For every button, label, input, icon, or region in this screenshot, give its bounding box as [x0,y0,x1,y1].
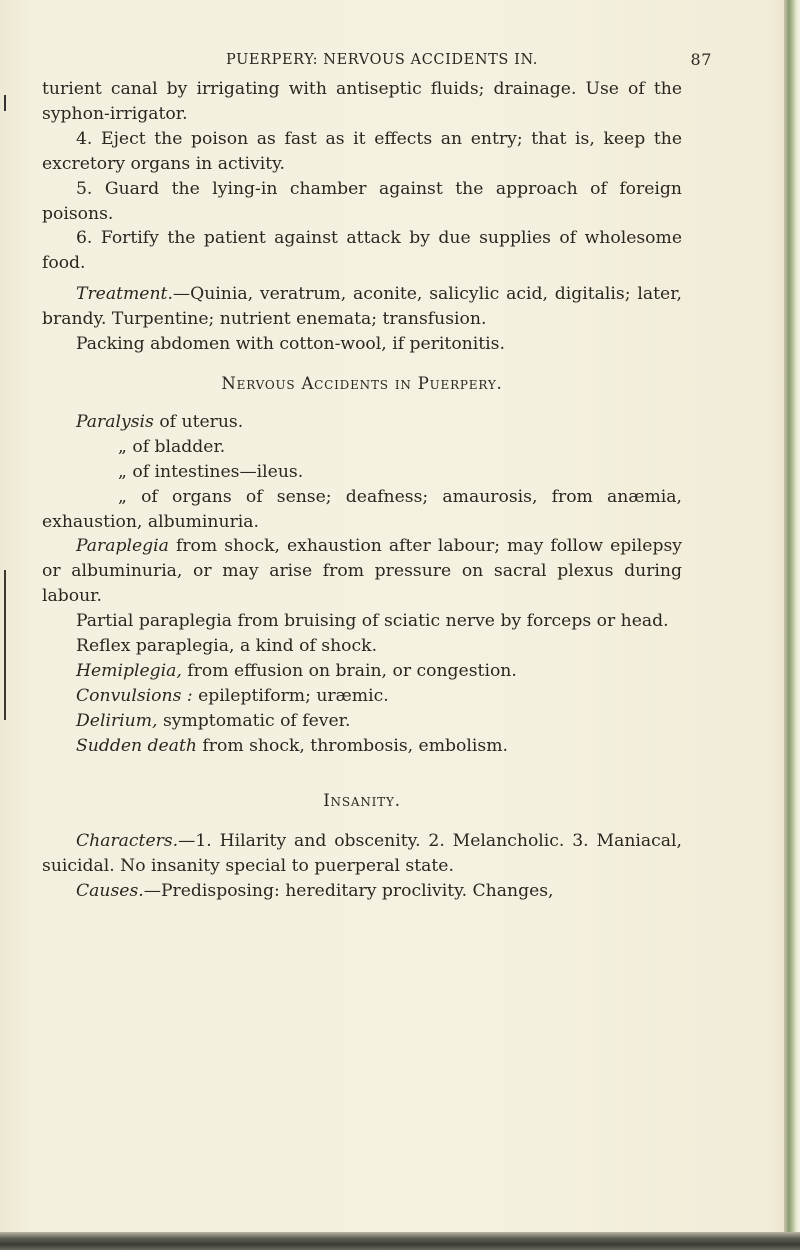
paraplegia-entry: Paraplegia from shock, exhaustion after labour; may follow epilepsy or albuminuria, or may arise from pressure on sacral plexus during labour. [42,536,682,607]
characters-entry: Characters.—1. Hilarity and obscenity. 2. Melancholic. 3. Maniacal, suicidal. No insanity special to puerperal state. [42,831,682,877]
ditto-entry: „ of bladder. [118,436,226,457]
book-spine-edge [784,0,800,1250]
margin-mark [4,570,6,720]
paragraph: Partial paraplegia from bruising of sciatic nerve by forceps or head. [76,611,669,632]
page-text [42,48,712,904]
sudden-death-entry: Sudden death from shock, thrombosis, embolism. [76,735,508,756]
running-title: PUERPERY: NERVOUS ACCIDENTS IN. [225,52,539,68]
treatment-paragraph: Treatment.—Quinia, veratrum, aconite, salicylic acid, digitalis; later, brandy. Turpentine; nutrient enemata; transfusion. [42,284,682,330]
treatment-label: Treatment. [76,284,173,305]
margin-mark [4,95,6,111]
section-heading: Insanity. [323,790,401,810]
paralysis-entry: Paralysis of uterus. [76,411,244,432]
paragraph: 5. Guard the lying-in chamber against the approach of foreign poisons. [42,178,682,224]
page-bottom-edge [0,1232,800,1250]
hemiplegia-entry: Hemiplegia, from effusion on brain, or congestion. [76,660,517,681]
convulsions-entry: Convulsions : epileptiform; uræmic. [76,685,389,706]
page-number: 87 [690,50,712,69]
causes-entry: Causes.—Predisposing: hereditary proclivity. Changes, [76,881,554,902]
paragraph: Packing abdomen with cotton-wool, if peritonitis. [76,334,505,355]
paragraph: Reflex paraplegia, a kind of shock. [76,636,378,657]
section-heading: Nervous Accidents in Puerpery. [221,373,503,393]
ditto-entry: „ of intestines—ileus. [118,461,304,482]
delirium-entry: Delirium, symptomatic of fever. [76,710,351,731]
paragraph: turient canal by irrigating with antiseptic fluids; drainage. Use of the syphon-irrigator. [42,79,682,124]
paragraph: 4. Eject the poison as fast as it effects an entry; that is, keep the excretory organs in activity. [42,128,682,174]
ditto-entry: „ of organs of sense; deafness; amaurosis, from anæmia, exhaustion, albuminuria. [42,486,682,532]
running-header [82,48,712,72]
paragraph: 6. Fortify the patient against attack by due supplies of wholesome food. [42,228,682,274]
